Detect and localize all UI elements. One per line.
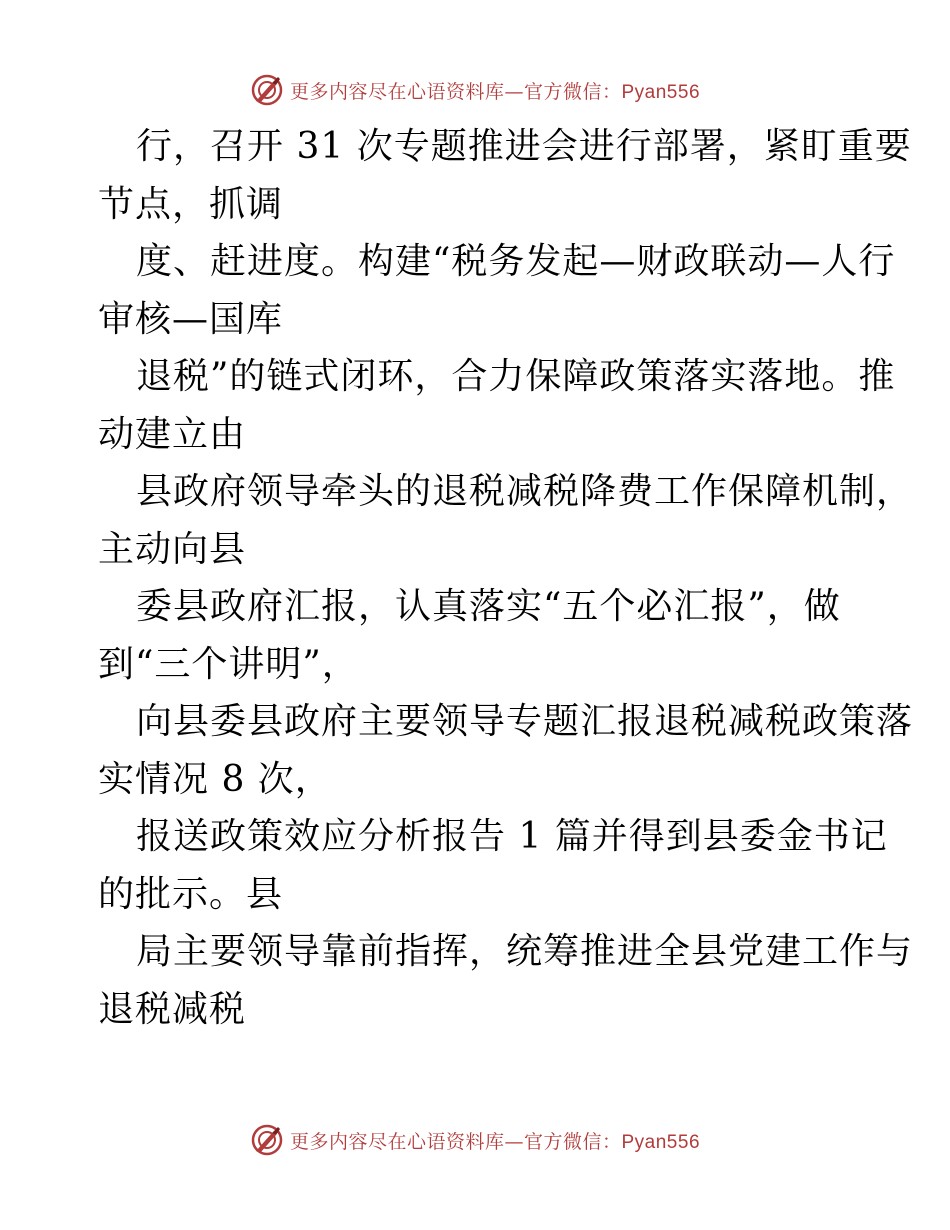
text-line-6: 动建立由 [98, 413, 247, 455]
text-line-2: 节点，抓调 [98, 183, 284, 225]
text-line-16: 退税减税 [98, 988, 247, 1030]
watermark-text: 更多内容尽在心语资料库—官方微信： [289, 80, 622, 103]
text-line-11: 向县委县政府主要领导专题汇报退税减税政策落 [136, 701, 914, 742]
text-line-8: 主动向县 [98, 528, 247, 570]
pen-logo-icon [250, 1123, 284, 1157]
text-line-10: 到“三个讲明”， [98, 643, 359, 685]
watermark-text: 更多内容尽在心语资料库—官方微信： [289, 1130, 622, 1153]
text-line-1: 行，召开 31 次专题推进会进行部署，紧盯重要 [136, 126, 912, 167]
text-line-4: 审核—国库 [98, 298, 284, 340]
text-line-9: 委县政府汇报，认真落实“五个必汇报”，做 [136, 586, 841, 627]
text-line-15: 局主要领导靠前指挥，统筹推进全县党建工作与 [136, 931, 914, 972]
text-line-13: 报送政策效应分析报告 1 篇并得到县委金书记 [136, 816, 888, 857]
watermark-wechat-id: Pyan556 [621, 1131, 701, 1153]
watermark-wechat-id: Pyan556 [621, 81, 701, 103]
text-line-5: 退税”的链式闭环，合力保障政策落实落地。推 [136, 356, 896, 397]
text-line-12: 实情况 8 次， [98, 758, 332, 800]
text-line-7: 县政府领导牵头的退税减税降费工作保障机制， [136, 471, 914, 512]
pen-logo-icon [250, 73, 284, 107]
footer-watermark [0, 1122, 950, 1158]
header-watermark [0, 72, 950, 108]
text-line-3: 度、赶进度。构建“税务发起—财政联动—人行 [136, 241, 896, 282]
text-line-14: 的批示。县 [98, 873, 284, 915]
document-body [98, 118, 914, 1038]
